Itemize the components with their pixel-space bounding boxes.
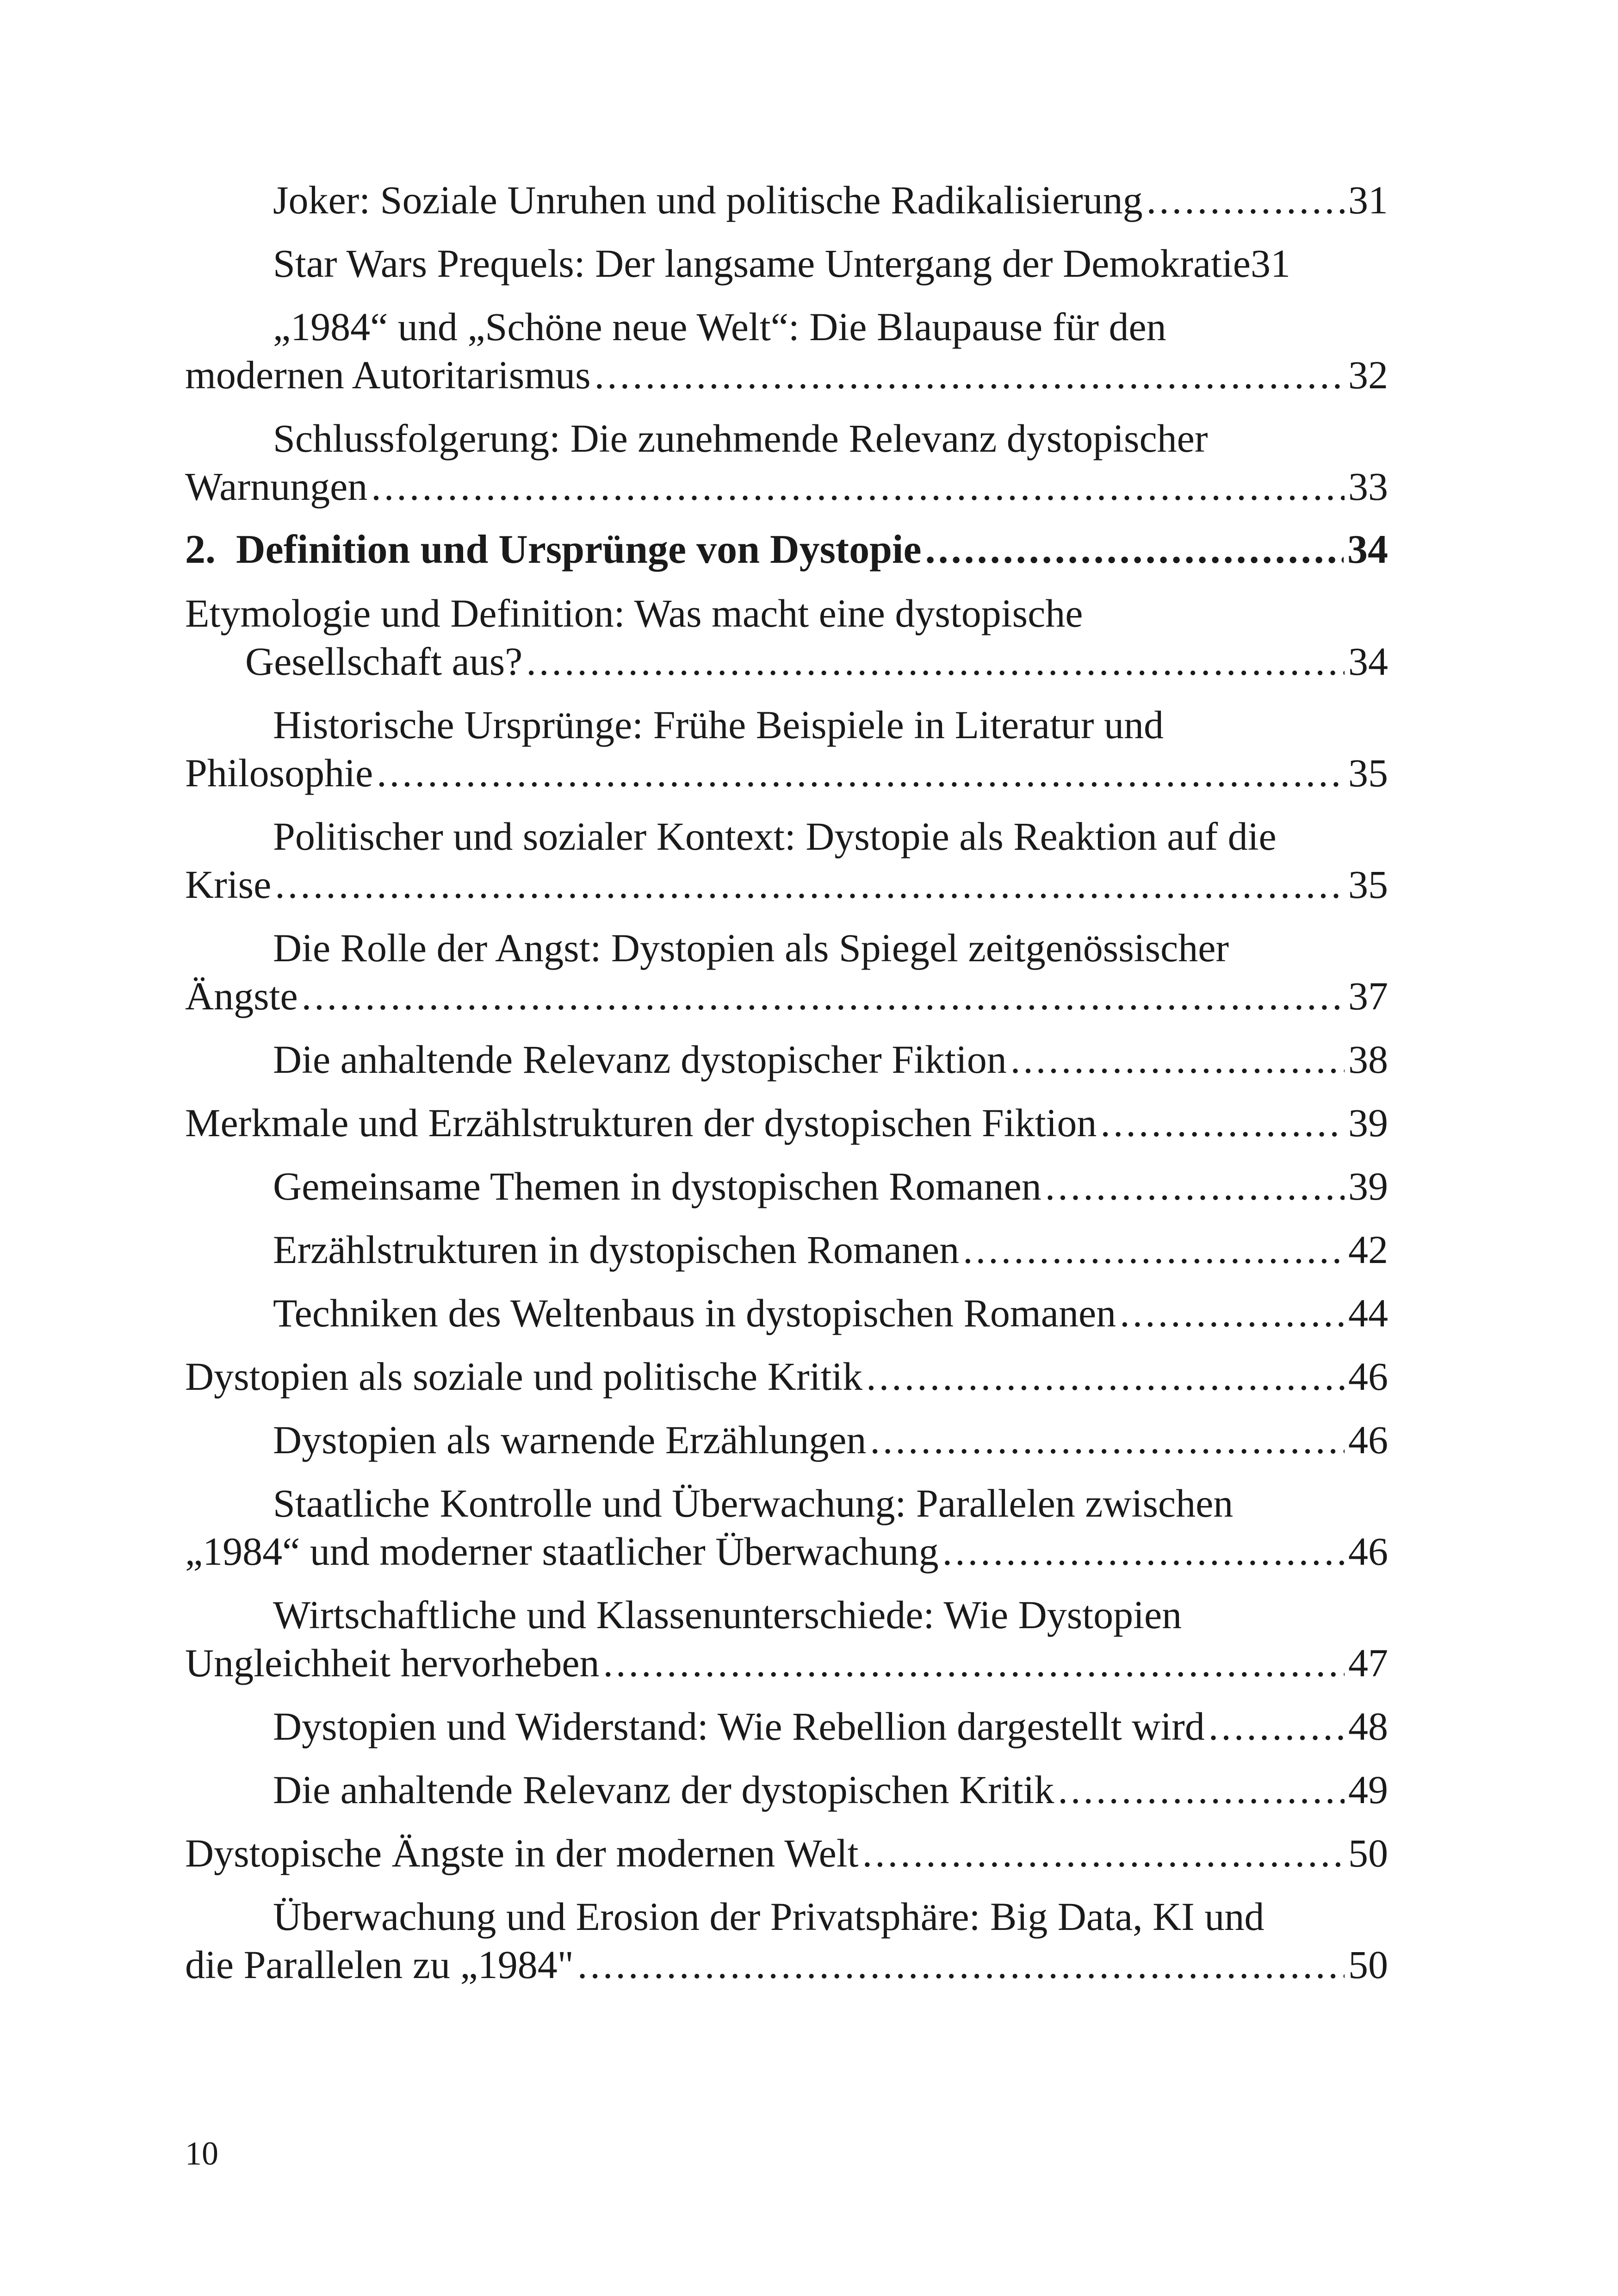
toc-entry-title-line2: Gesellschaft aus? — [245, 639, 523, 684]
toc-entry-page: 39 — [1348, 1101, 1388, 1145]
toc-entry[interactable] — [185, 1591, 1388, 1687]
toc-entry-page: 37 — [1348, 974, 1388, 1018]
toc-entry-title-line1: Schlussfolgerung: Die zunehmende Relevanz dystopischer — [273, 416, 1208, 460]
toc-entry-page: 31 — [1348, 178, 1388, 222]
toc-leader-dots — [302, 972, 1345, 1020]
toc-entry-title-line2: Warnungen — [185, 464, 368, 509]
toc-entry-title-line2: Ängste — [185, 974, 298, 1018]
table-of-contents — [185, 176, 1388, 2004]
toc-leader-dots — [371, 462, 1345, 510]
toc-entry-title: Erzählstrukturen in dystopischen Romanen — [273, 1227, 960, 1272]
page-number: 10 — [185, 2135, 218, 2172]
toc-leader-dots — [1209, 1702, 1345, 1750]
toc-entry-title: Star Wars Prequels: Der langsame Untergang der Demokratie — [273, 241, 1251, 286]
toc-entry-title-line1: Staatliche Kontrolle und Überwachung: Parallelen zwischen — [273, 1481, 1234, 1525]
toc-leader-dots — [925, 526, 1344, 574]
toc-entry-title-line2: „1984“ und moderner staatlicher Überwachung — [185, 1529, 939, 1574]
toc-entry[interactable] — [185, 1766, 1388, 1814]
toc-section[interactable] — [185, 1099, 1388, 1147]
toc-entry-title: Die anhaltende Relevanz dystopischer Fiktion — [273, 1037, 1007, 1082]
toc-entry-title: Die anhaltende Relevanz der dystopischen Kritik — [273, 1767, 1054, 1812]
toc-chapter-page: 34 — [1347, 527, 1388, 572]
toc-entry[interactable] — [185, 1162, 1388, 1210]
toc-entry-page: 46 — [1348, 1354, 1388, 1399]
toc-entry-page: 44 — [1348, 1291, 1388, 1335]
toc-entry[interactable] — [185, 414, 1388, 510]
toc-entry-title-line1: Überwachung und Erosion der Privatsphäre: Big Data, KI und — [273, 1894, 1265, 1939]
toc-entry[interactable] — [185, 1702, 1388, 1750]
toc-entry[interactable] — [185, 176, 1388, 224]
toc-entry[interactable] — [185, 1892, 1388, 1989]
toc-entry-title-line2: Philosophie — [185, 751, 373, 795]
toc-entry-page: 46 — [1348, 1418, 1388, 1462]
toc-leader-dots — [862, 1829, 1345, 1877]
toc-entry-page: 46 — [1348, 1529, 1388, 1574]
toc-entry-page: 39 — [1348, 1164, 1388, 1208]
toc-section[interactable] — [185, 1829, 1388, 1877]
toc-entry-page: 35 — [1348, 862, 1388, 907]
toc-leader-dots — [1100, 1099, 1345, 1147]
toc-entry-title: Dystopien und Widerstand: Wie Rebellion dargestellt wird — [273, 1704, 1205, 1748]
toc-leader-dots — [870, 1416, 1345, 1464]
toc-entry[interactable] — [185, 1035, 1388, 1083]
toc-entry[interactable] — [185, 924, 1388, 1020]
toc-leader-dots — [866, 1352, 1345, 1400]
toc-chapter-number: 2. — [185, 527, 216, 572]
toc-entry-title: Joker: Soziale Unruhen und politische Radikalisierung — [273, 178, 1143, 222]
toc-leader-dots — [1045, 1162, 1345, 1210]
toc-leader-dots — [1147, 176, 1345, 224]
toc-entry-title-line2: Krise — [185, 862, 272, 907]
toc-chapter-heading[interactable] — [185, 526, 1388, 574]
toc-chapter-title: Definition und Ursprünge von Dystopie — [236, 527, 922, 572]
toc-section[interactable] — [185, 1352, 1388, 1400]
toc-entry[interactable] — [185, 812, 1388, 908]
toc-entry[interactable] — [185, 701, 1388, 797]
toc-entry-page: 34 — [1348, 639, 1388, 684]
toc-entry-page: 49 — [1348, 1767, 1388, 1812]
toc-entry-title-line2: Ungleichheit hervorheben — [185, 1641, 600, 1685]
toc-entry-page: 48 — [1348, 1704, 1388, 1748]
toc-entry-page: 35 — [1348, 751, 1388, 795]
toc-entry[interactable] — [185, 239, 1388, 287]
toc-leader-dots — [595, 351, 1345, 399]
toc-entry-title: Techniken des Weltenbaus in dystopischen Romanen — [273, 1291, 1116, 1335]
toc-entry[interactable] — [185, 303, 1388, 399]
toc-entry-title: Merkmale und Erzählstrukturen der dystopischen Fiktion — [185, 1101, 1097, 1145]
toc-entry-title-line1: Politischer und sozialer Kontext: Dystopie als Reaktion auf die — [273, 814, 1277, 859]
toc-entry-title-line1: „1984“ und „Schöne neue Welt“: Die Blaupause für den — [273, 305, 1166, 349]
toc-leader-dots — [1120, 1289, 1345, 1337]
toc-entry-page: 50 — [1348, 1831, 1388, 1875]
toc-entry-page: 31 — [1250, 241, 1290, 286]
toc-entry[interactable] — [185, 1289, 1388, 1337]
toc-leader-dots — [963, 1226, 1345, 1274]
toc-entry-title-line2: modernen Autoritarismus — [185, 353, 591, 397]
toc-entry-page: 47 — [1348, 1641, 1388, 1685]
toc-entry[interactable] — [185, 1416, 1388, 1464]
toc-leader-dots — [377, 749, 1345, 797]
toc-entry-title-line1: Etymologie und Definition: Was macht eine dystopische — [185, 591, 1083, 635]
toc-entry[interactable] — [185, 589, 1388, 685]
toc-leader-dots — [577, 1941, 1345, 1989]
toc-entry[interactable] — [185, 1479, 1388, 1575]
toc-entry-page: 42 — [1348, 1227, 1388, 1272]
toc-entry-title-line1: Wirtschaftliche und Klassenunterschiede: Wie Dystopien — [273, 1593, 1182, 1637]
toc-leader-dots — [275, 860, 1345, 908]
toc-entry-title: Dystopien als soziale und politische Kritik — [185, 1354, 863, 1399]
toc-entry[interactable] — [185, 1226, 1388, 1274]
toc-leader-dots — [942, 1527, 1345, 1575]
toc-entry-title-line2: die Parallelen zu „1984" — [185, 1942, 574, 1987]
toc-entry-title-line1: Die Rolle der Angst: Dystopien als Spiegel zeitgenössischer — [273, 926, 1229, 970]
toc-entry-page: 50 — [1348, 1942, 1388, 1987]
toc-leader-dots — [526, 637, 1345, 685]
toc-entry-title: Dystopien als warnende Erzählungen — [273, 1418, 867, 1462]
toc-leader-dots — [1058, 1766, 1345, 1814]
toc-entry-title-line1: Historische Ursprünge: Frühe Beispiele in Literatur und — [273, 703, 1164, 747]
toc-entry-page: 33 — [1348, 464, 1388, 509]
toc-entry-page: 32 — [1348, 353, 1388, 397]
toc-entry-page: 38 — [1348, 1037, 1388, 1082]
toc-leader-dots — [1010, 1035, 1345, 1083]
toc-entry-title: Dystopische Ängste in der modernen Welt — [185, 1831, 859, 1875]
toc-leader-dots — [603, 1639, 1345, 1687]
toc-entry-title: Gemeinsame Themen in dystopischen Romanen — [273, 1164, 1041, 1208]
